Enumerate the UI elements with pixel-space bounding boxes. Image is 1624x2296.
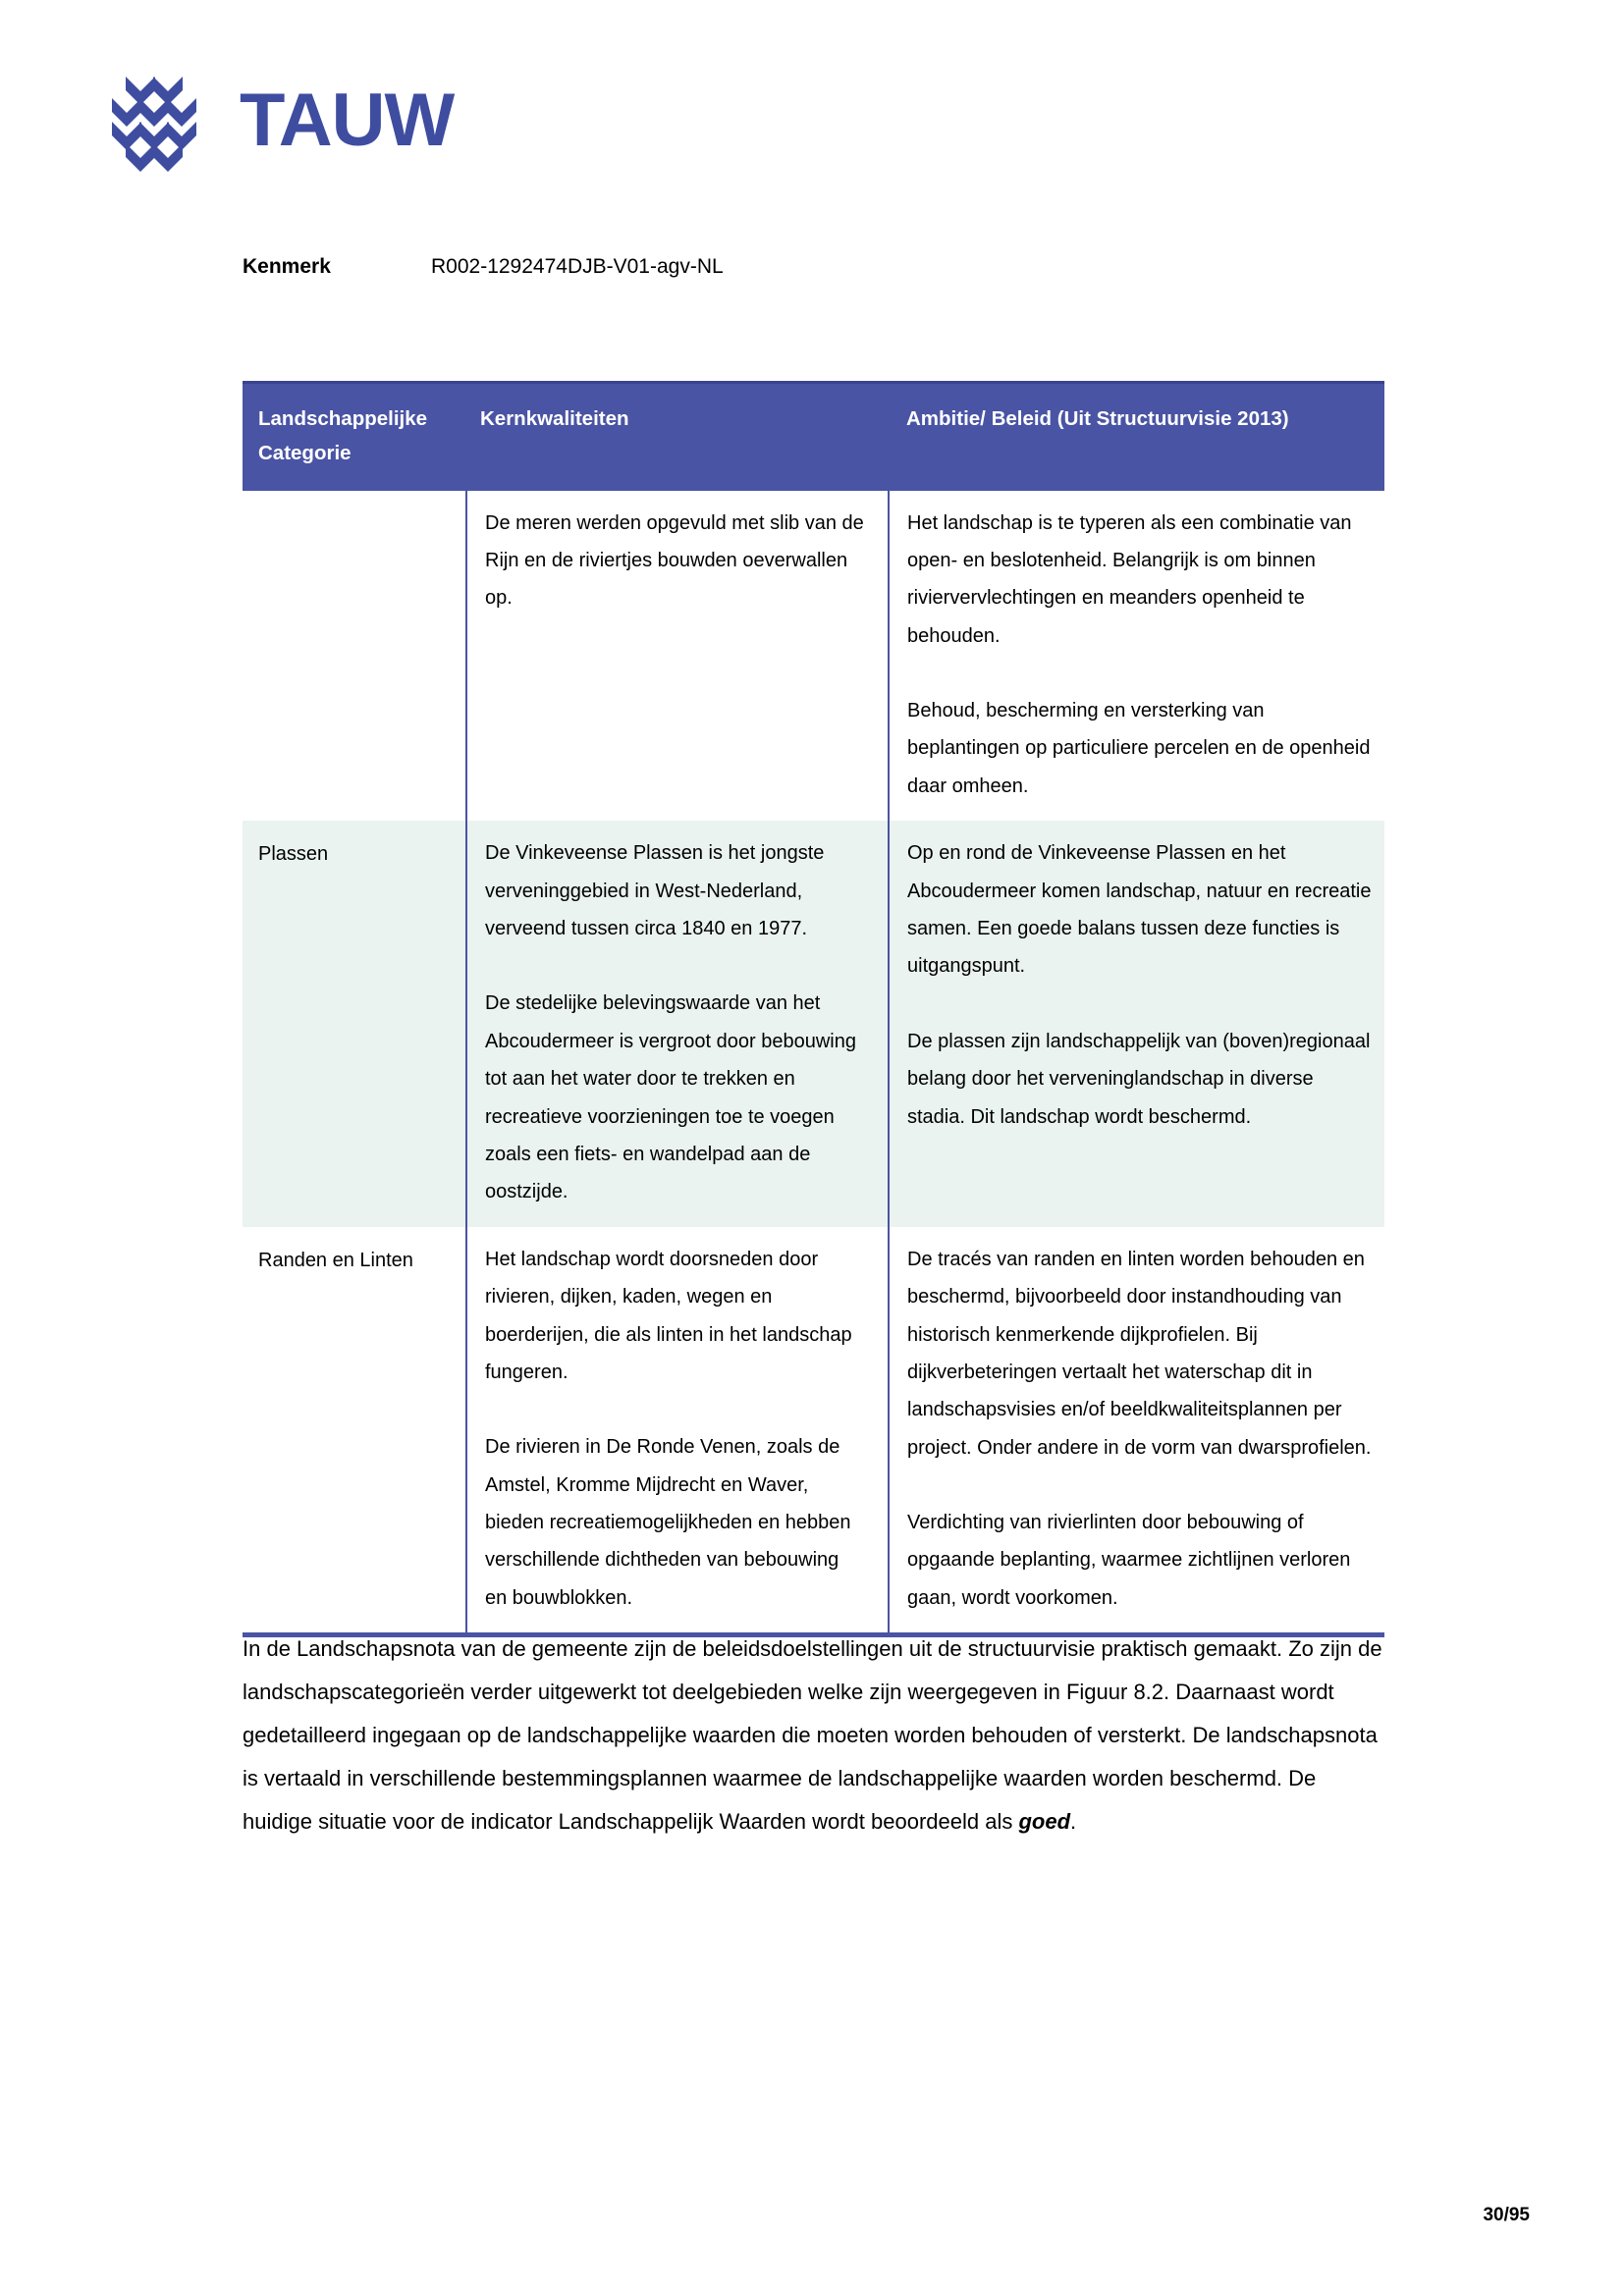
- cell-paragraph: De tracés van randen en linten worden behouden en beschermd, bijvoorbeeld door instandhouding van historisch kenmerkende dijkprofielen. Bij dijkverbeteringen vertaalt het waterschap dit in landschapsvisies en/of beeldkwaliteitsplannen per project. Onder andere in de vorm van dwarsprofielen.: [907, 1248, 1372, 1459]
- cell-category: Plassen: [243, 821, 466, 1227]
- table-row: [243, 821, 1384, 1227]
- page-number: 30/95: [1483, 2205, 1530, 2225]
- table-row: [243, 491, 1384, 822]
- body-text-before: In de Landschapsnota van de gemeente zijn de beleidsdoelstellingen uit de structuurvisie praktisch gemaakt. Zo zijn de landschapscategorieën verder uitgewerkt tot deelgebieden welke zijn weergegeven in Figuur 8.2. Daarnaast wordt gedetailleerd ingegaan op de landschappelijke waarden die moeten worden behouden of versterkt. De landschapsnota is vertaald in verschillende bestemmingsplannen waarmee de landschappelijke waarden worden beschermd. De huidige situatie voor de indicator Landschappelijk Waarden wordt beoordeeld als: [243, 1636, 1382, 1834]
- body-paragraph: [243, 1628, 1391, 1843]
- cell-paragraph: De rivieren in De Ronde Venen, zoals de Amstel, Kromme Mijdrecht en Waver, bieden recreatiemogelijkheden en hebben verschillende dichtheden van bebouwing en bouwblokken.: [485, 1436, 851, 1609]
- kenmerk-value: R002-1292474DJB-V01-agv-NL: [431, 255, 724, 278]
- cell-kernkwaliteiten: [466, 821, 889, 1227]
- cell-category: [243, 491, 466, 822]
- cell-paragraph: Behoud, bescherming en versterking van beplantingen op particuliere percelen en de openheid daar omheen.: [907, 700, 1371, 797]
- table-header-row: [243, 383, 1384, 491]
- column-header-kernkwaliteiten: Kernkwaliteiten: [466, 383, 889, 491]
- kenmerk-label: Kenmerk: [243, 255, 331, 278]
- cell-paragraph: Op en rond de Vinkeveense Plassen en het Abcoudermeer komen landschap, natuur en recreatie samen. Een goede balans tussen deze functies is uitgangspunt.: [907, 842, 1372, 978]
- cell-ambitie: [889, 491, 1384, 822]
- column-header-ambitie-beleid: Ambitie/ Beleid (Uit Structuurvisie 2013): [889, 383, 1384, 491]
- cell-paragraph: De stedelijke belevingswaarde van het Abcoudermeer is vergroot door bebouwing tot aan het water door te trekken en recreatieve voorzieningen toe te voegen zoals een fiets- en wandelpad aan de oostzijde.: [485, 992, 856, 1203]
- column-header-categorie: Landschappelijke Categorie: [243, 383, 466, 491]
- landschappelijke-categorie-table: [243, 381, 1384, 1637]
- brand-logo: [96, 71, 454, 177]
- cell-paragraph: De meren werden opgevuld met slib van de Rijn en de riviertjes bouwden oeverwallen op.: [485, 511, 864, 610]
- cell-paragraph: Het landschap is te typeren als een combinatie van open- en beslotenheid. Belangrijk is om binnen riviervervlechtingen en meanders openheid te behouden.: [907, 511, 1352, 647]
- table-row: [243, 1227, 1384, 1635]
- cell-kernkwaliteiten: [466, 1227, 889, 1635]
- cell-paragraph: Het landschap wordt doorsneden door rivieren, dijken, kaden, wegen en boerderijen, die als linten in het landschap fungeren.: [485, 1248, 852, 1383]
- cell-paragraph: De plassen zijn landschappelijk van (boven)regionaal belang door het verveninglandschap in diverse stadia. Dit landschap wordt beschermd.: [907, 1030, 1371, 1128]
- brand-wordmark: TAUW: [240, 79, 455, 162]
- body-emphasis-goed: goed: [1018, 1809, 1071, 1834]
- cell-paragraph: Verdichting van rivierlinten door bebouwing of opgaande beplanting, waarmee zichtlijnen verloren gaan, wordt voorkomen.: [907, 1512, 1351, 1609]
- tauw-chevron-lattice-logo-icon: [96, 71, 212, 177]
- body-text-after: .: [1070, 1809, 1077, 1834]
- cell-ambitie: [889, 821, 1384, 1227]
- cell-kernkwaliteiten: [466, 491, 889, 822]
- cell-ambitie: [889, 1227, 1384, 1635]
- cell-paragraph: De Vinkeveense Plassen is het jongste verveninggebied in West-Nederland, verveend tussen circa 1840 en 1977.: [485, 842, 825, 940]
- kenmerk-row: [243, 253, 724, 280]
- cell-category: Randen en Linten: [243, 1227, 466, 1635]
